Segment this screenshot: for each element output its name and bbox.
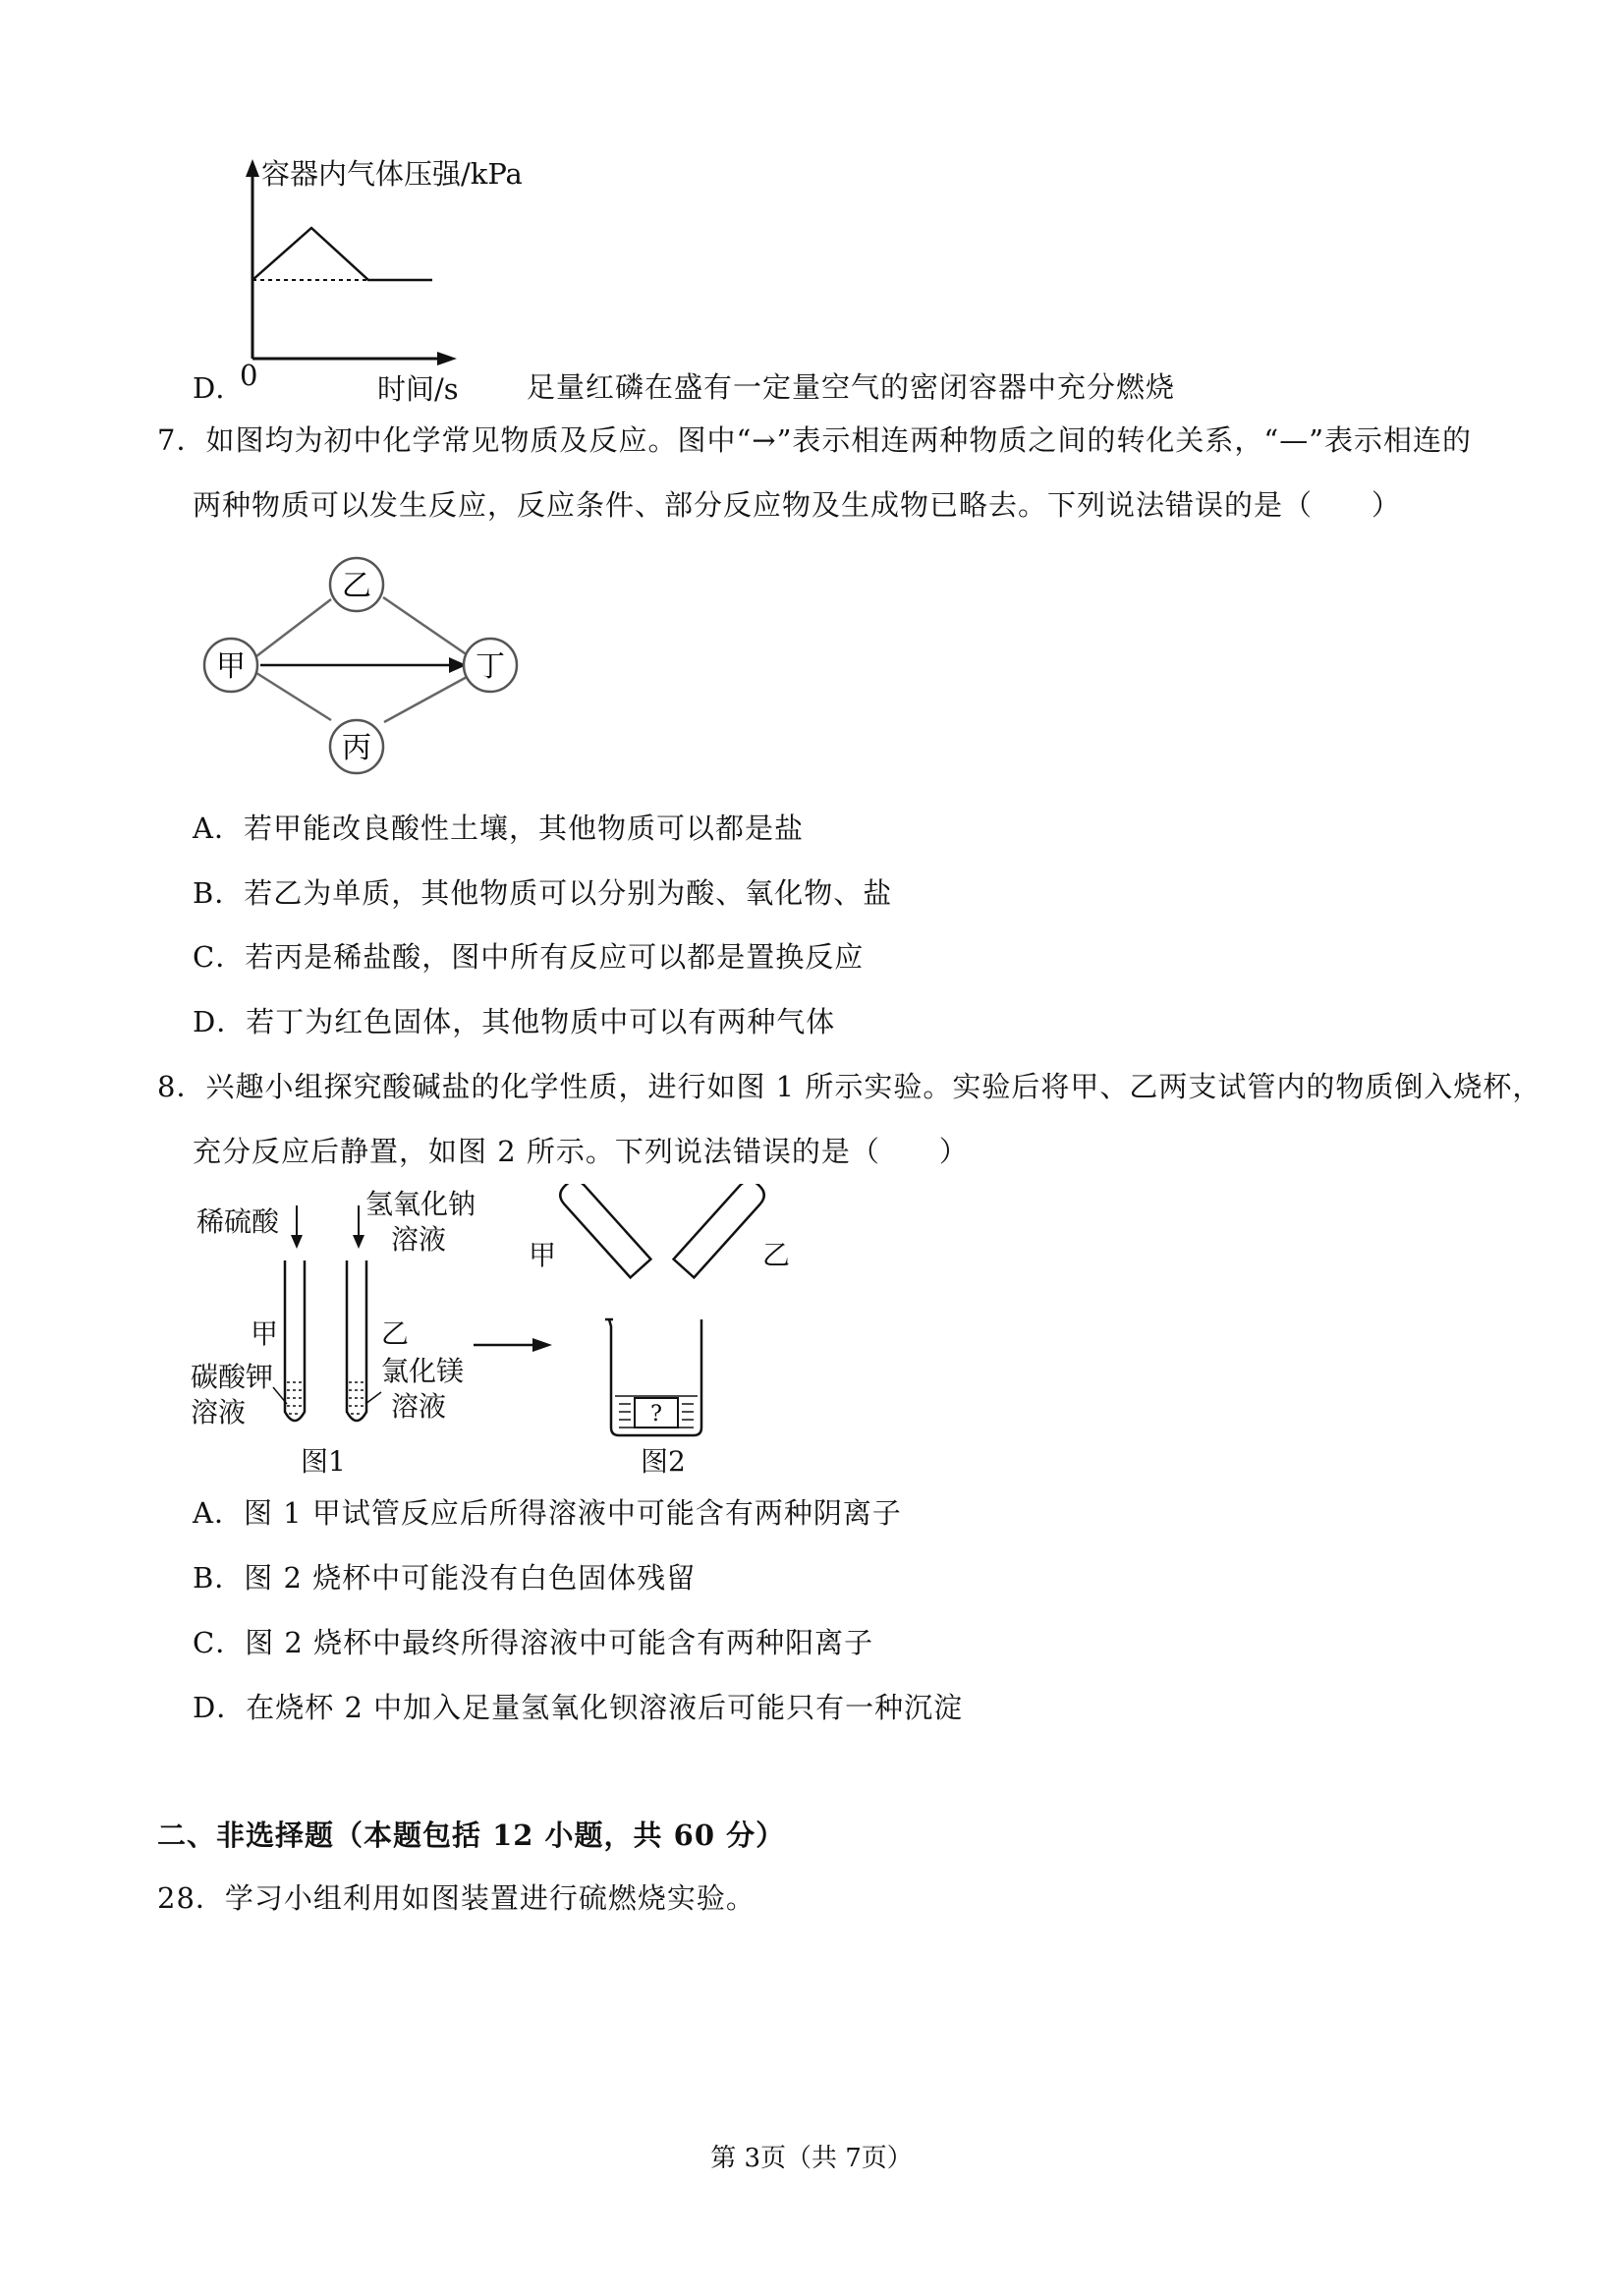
y-axis-arrow-icon: [246, 159, 259, 177]
section2-heading: 二、非选择题（本题包括 12 小题，共 60 分）: [157, 1819, 786, 1852]
label-base-line1: 氢氧化钠: [365, 1188, 476, 1220]
fig2-label-tube-yi: 乙: [762, 1239, 791, 1271]
fig1-caption: 图1: [301, 1445, 346, 1478]
page-footer: 第 3页（共 7页）: [710, 2144, 913, 2173]
q28-stem: 28．学习小组利用如图装置进行硫燃烧实验。: [157, 1881, 756, 1915]
label-salt-b-line2: 溶液: [391, 1390, 447, 1423]
node-bing-label: 丙: [342, 731, 371, 765]
tube-jia-liquid: [287, 1382, 303, 1414]
label-salt-b-line1: 氯化镁: [381, 1355, 465, 1387]
pressure-curve: [252, 228, 432, 280]
q7-reaction-diagram: [192, 545, 526, 781]
q7-option-c: C．若丙是稀盐酸，图中所有反应可以都是置换反应: [193, 940, 865, 974]
label-salt-a-line1: 碳酸钾: [191, 1361, 274, 1393]
pointer-salt-b: [365, 1392, 381, 1404]
label-base-line2: 溶液: [391, 1223, 447, 1256]
tube-yi-liquid: [349, 1382, 364, 1414]
q7-stem-line2: 两种物质可以发生反应，反应条件、部分反应物及生成物已略去。下列说法错误的是（ ）: [193, 488, 1402, 522]
x-axis-arrow-icon: [437, 352, 457, 365]
q8-option-c: C．图 2 烧杯中最终所得溶液中可能含有两种阳离子: [193, 1626, 874, 1659]
fig2-tube-yi: [674, 1184, 769, 1277]
tube-jia: [285, 1260, 305, 1421]
link-jia-bing: [256, 673, 331, 720]
label-tube-jia: 甲: [251, 1317, 279, 1350]
q8-option-d: D．在烧杯 2 中加入足量氢氧化钡溶液后可能只有一种沉淀: [193, 1691, 964, 1724]
node-jia-label: 甲: [216, 649, 246, 684]
acid-arrow-head-icon: [291, 1235, 303, 1249]
q8-stem-line2: 充分反应后静置，如图 2 所示。下列说法错误的是（ ）: [193, 1135, 969, 1168]
q7-stem-line1: 7．如图均为初中化学常见物质及反应。图中“→”表示相连两种物质之间的转化关系，“—”表示相连的: [157, 423, 1473, 457]
q6-option-d-description: 足量红磷在盛有一定量空气的密闭容器中充分燃烧: [527, 370, 1176, 404]
graph-x-axis-label: 时间/s: [377, 372, 459, 406]
fig2-tube-jia: [555, 1184, 650, 1277]
link-bing-ding: [384, 676, 469, 722]
label-salt-a-line2: 溶液: [191, 1396, 247, 1428]
label-acid: 稀硫酸: [196, 1205, 280, 1238]
graph-origin-label: 0: [240, 359, 258, 392]
link-jia-yi: [256, 599, 331, 656]
fig2-caption: 图2: [641, 1445, 686, 1478]
q6-option-d-letter: D.: [193, 371, 226, 405]
q8-stem-line1: 8．兴趣小组探究酸碱盐的化学性质，进行如图 1 所示实验。实验后将甲、乙两支试管内的物质倒入烧杯，: [157, 1070, 1542, 1103]
q7-option-d: D．若丁为红色固体，其他物质中可以有两种气体: [193, 1005, 836, 1038]
base-arrow-head-icon: [353, 1235, 364, 1249]
unknown-substance-mark: ?: [650, 1402, 662, 1427]
tube-yi: [347, 1260, 366, 1421]
node-yi-label: 乙: [342, 569, 371, 603]
q7-diagram-svg: [192, 545, 526, 781]
process-arrow-head-icon: [532, 1338, 552, 1352]
q7-option-b: B．若乙为单质，其他物质可以分别为酸、氧化物、盐: [193, 876, 893, 910]
q8-option-b: B．图 2 烧杯中可能没有白色固体残留: [193, 1561, 697, 1595]
fig2-label-tube-jia: 甲: [529, 1239, 557, 1271]
link-yi-ding: [383, 597, 468, 655]
q7-option-a: A．若甲能改良酸性土壤，其他物质可以都是盐: [193, 812, 804, 845]
label-tube-yi: 乙: [381, 1317, 410, 1350]
q8-option-a: A．图 1 甲试管反应后所得溶液中可能含有两种阴离子: [193, 1496, 902, 1530]
graph-y-axis-label: 容器内气体压强/kPa: [261, 157, 523, 191]
node-ding-label: 丁: [476, 649, 505, 684]
